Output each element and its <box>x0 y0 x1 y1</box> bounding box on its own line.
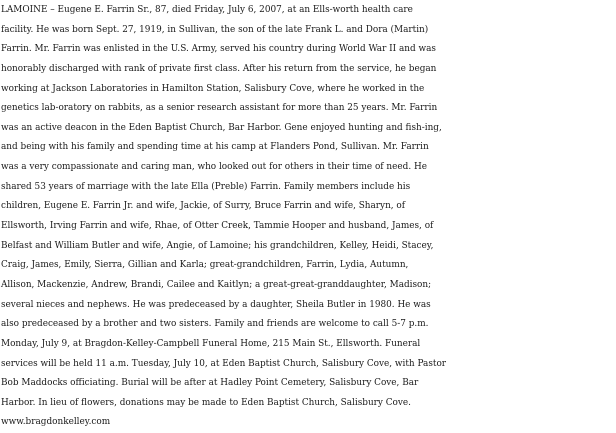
obituary-line: Belfast and William Butler and wife, Angie, of Lamoine; his grandchildren, Kelley, Heidi, Stacey, <box>1 240 434 251</box>
obituary-line: Farrin. Mr. Farrin was enlisted in the U.S. Army, served his country during World War II and was <box>1 44 436 55</box>
obituary-line: Harbor. In lieu of flowers, donations may be made to Eden Baptist Church, Salisbury Cove. <box>1 397 411 408</box>
obituary-line: Bob Maddocks officiating. Burial will be after at Hadley Point Cemetery, Salisbury Cove, Bar <box>1 378 419 389</box>
obituary-line: children, Eugene E. Farrin Jr. and wife, Jackie, of Surry, Bruce Farrin and wife, Sharyn, of <box>1 201 406 212</box>
obituary-line: Ellsworth, Irving Farrin and wife, Rhae, of Otter Creek, Tammie Hooper and husband, James, of <box>1 221 434 232</box>
obituary-line: Monday, July 9, at Bragdon-Kelley-Campbell Funeral Home, 215 Main St., Ellsworth. Funeral <box>1 338 421 349</box>
obituary-line: Allison, Mackenzie, Andrew, Brandi, Cailee and Kaitlyn; a great-great-granddaughter, Madison; <box>1 279 432 290</box>
obituary-line: honorably discharged with rank of private first class. After his return from the service, he began <box>1 63 437 74</box>
obituary-line: facility. He was born Sept. 27, 1919, in Sullivan, the son of the late Frank L. and Dora (Martin) <box>1 24 429 35</box>
obituary-line: several nieces and nephews. He was predeceased by a daughter, Sheila Butler in 1980. He was <box>1 299 431 310</box>
obituary-line: and being with his family and spending time at his camp at Flanders Pond, Sullivan. Mr. Farrin <box>1 142 429 153</box>
obituary-line: was an active deacon in the Eden Baptist Church, Bar Harbor. Gene enjoyed hunting and fish-ing, <box>1 122 442 133</box>
obituary-line: also predeceased by a brother and two sisters. Family and friends are welcome to call 5-7 p.m. <box>1 319 429 330</box>
obituary-line: services will be held 11 a.m. Tuesday, July 10, at Eden Baptist Church, Salisbury Cove, with Pastor <box>1 358 447 369</box>
funeral-home-website: www.bragdonkelley.com <box>1 417 111 428</box>
obituary-line: LAMOINE – Eugene E. Farrin Sr., 87, died Friday, July 6, 2007, at an Ells-worth health care <box>1 5 413 15</box>
obituary-line: was a very compassionate and caring man, who looked out for others in their time of need. He <box>1 162 427 173</box>
obituary-line: Craig, James, Emily, Sierra, Gillian and Karla; great-grandchildren, Farrin, Lydia, Autumn, <box>1 260 409 271</box>
obituary-line: working at Jackson Laboratories in Hamilton Station, Salisbury Cove, where he worked in the <box>1 83 425 94</box>
obituary-line: genetics lab-oratory on rabbits, as a senior research assistant for more than 25 years. Mr. Farrin <box>1 103 438 114</box>
obituary-line: shared 53 years of marriage with the late Ella (Preble) Farrin. Family members include his <box>1 181 411 192</box>
